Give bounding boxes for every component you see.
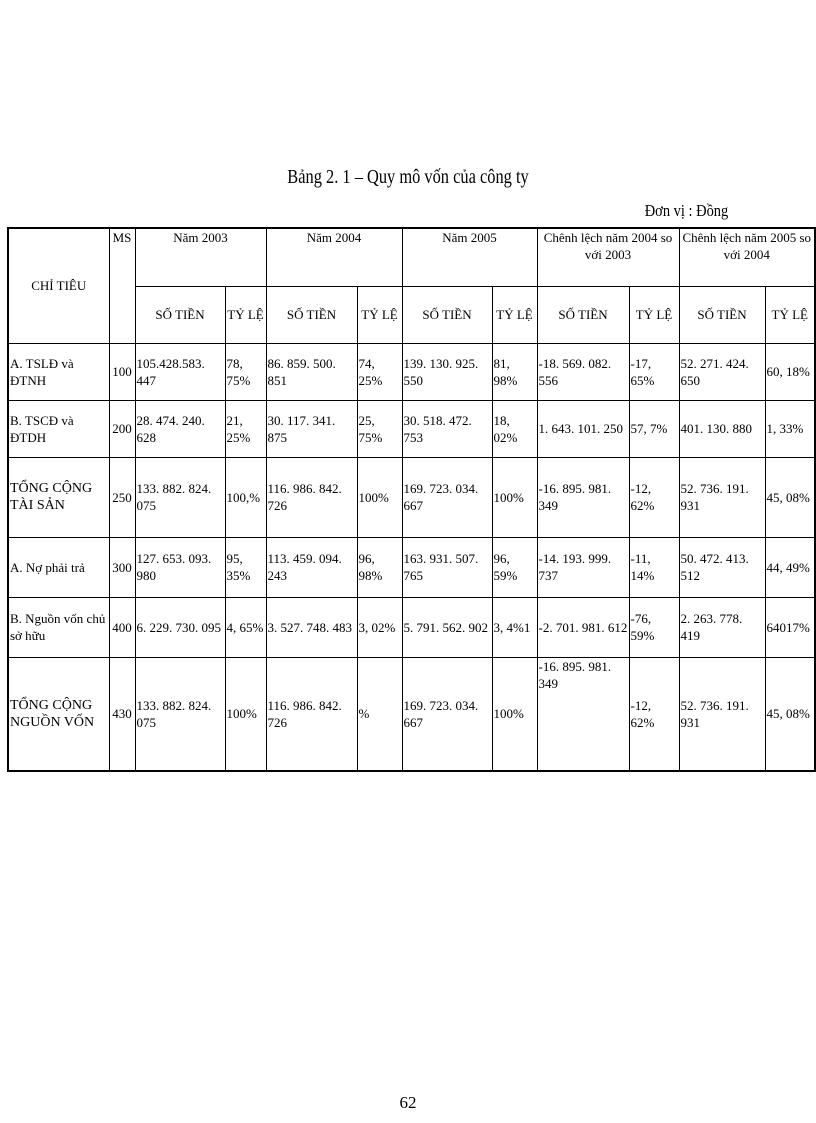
row-ms: 300 xyxy=(109,537,135,597)
cell-ratio-2005: 3, 4%1 xyxy=(492,597,537,657)
header-so-tien: SỐ TIỀN xyxy=(537,286,629,343)
row-label: B. TSCĐ và ĐTDH xyxy=(8,400,109,457)
cell-amount-diff1: -14. 193. 999. 737 xyxy=(537,537,629,597)
page-number: 62 xyxy=(399,1093,417,1112)
table-row xyxy=(8,537,815,597)
cell-amount-2003: 6. 229. 730. 095 xyxy=(135,597,225,657)
cell-amount-2004: 86. 859. 500. 851 xyxy=(266,343,357,400)
cell-ratio-2003: 100,% xyxy=(225,457,266,537)
cell-ratio-2004: 74, 25% xyxy=(357,343,402,400)
cell-ratio-diff2: 64017% xyxy=(765,597,815,657)
header-ty-le: TỶ LỆ xyxy=(357,286,402,343)
header-so-tien: SỐ TIỀN xyxy=(402,286,492,343)
cell-ratio-2005: 18, 02% xyxy=(492,400,537,457)
cell-amount-2003: 127. 653. 093. 980 xyxy=(135,537,225,597)
cell-amount-diff2: 50. 472. 413. 512 xyxy=(679,537,765,597)
cell-amount-2004: 116. 986. 842. 726 xyxy=(266,457,357,537)
header-chi-tieu: CHỈ TIÊU xyxy=(8,228,109,343)
cell-ratio-diff1: -11, 14% xyxy=(629,537,679,597)
row-ms: 100 xyxy=(109,343,135,400)
table-row xyxy=(8,657,815,771)
cell-amount-2004: 3. 527. 748. 483 xyxy=(266,597,357,657)
row-ms: 250 xyxy=(109,457,135,537)
cell-amount-diff1: -16. 895. 981. 349 xyxy=(537,457,629,537)
cell-amount-diff1: -16. 895. 981. 349 xyxy=(537,657,629,771)
header-ty-le: TỶ LỆ xyxy=(629,286,679,343)
row-label: TỔNG CỘNG NGUỒN VỐN xyxy=(8,657,109,771)
cell-amount-diff2: 401. 130. 880 xyxy=(679,400,765,457)
cell-ratio-2005: 100% xyxy=(492,457,537,537)
cell-amount-diff2: 52. 271. 424. 650 xyxy=(679,343,765,400)
cell-ratio-diff1: 57, 7% xyxy=(629,400,679,457)
header-diff-2004-2003: Chênh lệch năm 2004 so với 2003 xyxy=(537,228,679,286)
row-label: B. Nguồn vốn chủ sở hữu xyxy=(8,597,109,657)
cell-ratio-diff2: 45, 08% xyxy=(765,457,815,537)
cell-amount-diff1: -18. 569. 082. 556 xyxy=(537,343,629,400)
header-ty-le: TỶ LỆ xyxy=(492,286,537,343)
table-title: Bảng 2. 1 – Quy mô vốn của công ty xyxy=(287,166,529,188)
header-so-tien: SỐ TIỀN xyxy=(679,286,765,343)
header-year-2005: Năm 2005 xyxy=(402,228,537,286)
header-so-tien: SỐ TIỀN xyxy=(266,286,357,343)
table-row xyxy=(8,343,815,400)
cell-amount-diff2: 52. 736. 191. 931 xyxy=(679,657,765,771)
cell-amount-diff2: 52. 736. 191. 931 xyxy=(679,457,765,537)
header-year-2004: Năm 2004 xyxy=(266,228,402,286)
cell-ratio-2004: 100% xyxy=(357,457,402,537)
cell-amount-diff1: 1. 643. 101. 250 xyxy=(537,400,629,457)
cell-amount-2003: 28. 474. 240. 628 xyxy=(135,400,225,457)
cell-amount-2005: 169. 723. 034. 667 xyxy=(402,457,492,537)
table-row xyxy=(8,457,815,537)
cell-amount-2003: 105.428.583. 447 xyxy=(135,343,225,400)
cell-amount-2005: 163. 931. 507. 765 xyxy=(402,537,492,597)
cell-ratio-2005: 96, 59% xyxy=(492,537,537,597)
cell-amount-2005: 5. 791. 562. 902 xyxy=(402,597,492,657)
cell-ratio-2003: 78, 75% xyxy=(225,343,266,400)
table-row xyxy=(8,597,815,657)
cell-ratio-diff1: -12, 62% xyxy=(629,457,679,537)
cell-ratio-diff2: 1, 33% xyxy=(765,400,815,457)
row-label: A. TSLĐ và ĐTNH xyxy=(8,343,109,400)
header-diff-2005-2004: Chênh lệch năm 2005 so với 2004 xyxy=(679,228,815,286)
cell-amount-2005: 139. 130. 925. 550 xyxy=(402,343,492,400)
cell-ratio-2004: 3, 02% xyxy=(357,597,402,657)
cell-amount-2005: 169. 723. 034. 667 xyxy=(402,657,492,771)
cell-ratio-2003: 100% xyxy=(225,657,266,771)
header-year-2003: Năm 2003 xyxy=(135,228,266,286)
cell-ratio-2004: % xyxy=(357,657,402,771)
cell-ratio-2003: 4, 65% xyxy=(225,597,266,657)
cell-amount-2003: 133. 882. 824. 075 xyxy=(135,457,225,537)
cell-amount-2004: 116. 986. 842. 726 xyxy=(266,657,357,771)
cell-ratio-diff1: -12, 62% xyxy=(629,657,679,771)
cell-ratio-diff2: 44, 49% xyxy=(765,537,815,597)
header-ty-le: TỶ LỆ xyxy=(765,286,815,343)
cell-amount-2003: 133. 882. 824. 075 xyxy=(135,657,225,771)
unit-label: Đơn vị : Đồng xyxy=(644,201,728,220)
row-ms: 400 xyxy=(109,597,135,657)
header-ty-le: TỶ LỆ xyxy=(225,286,266,343)
cell-amount-2005: 30. 518. 472. 753 xyxy=(402,400,492,457)
cell-ratio-2003: 95, 35% xyxy=(225,537,266,597)
cell-ratio-diff2: 45, 08% xyxy=(765,657,815,771)
cell-amount-2004: 30. 117. 341. 875 xyxy=(266,400,357,457)
header-so-tien: SỐ TIỀN xyxy=(135,286,225,343)
cell-amount-2004: 113. 459. 094. 243 xyxy=(266,537,357,597)
table-row xyxy=(8,400,815,457)
row-ms: 200 xyxy=(109,400,135,457)
header-ms: MS xyxy=(109,228,135,343)
cell-ratio-diff1: -76, 59% xyxy=(629,597,679,657)
cell-ratio-diff1: -17, 65% xyxy=(629,343,679,400)
row-label: TỔNG CỘNG TÀI SẢN xyxy=(8,457,109,537)
row-label: A. Nợ phải trả xyxy=(8,537,109,597)
cell-ratio-2004: 25, 75% xyxy=(357,400,402,457)
cell-amount-diff1: -2. 701. 981. 612 xyxy=(537,597,629,657)
cell-ratio-2005: 100% xyxy=(492,657,537,771)
cell-ratio-diff2: 60, 18% xyxy=(765,343,815,400)
cell-ratio-2005: 81, 98% xyxy=(492,343,537,400)
cell-ratio-2003: 21, 25% xyxy=(225,400,266,457)
cell-amount-diff2: 2. 263. 778. 419 xyxy=(679,597,765,657)
row-ms: 430 xyxy=(109,657,135,771)
capital-table xyxy=(7,227,816,772)
cell-ratio-2004: 96, 98% xyxy=(357,537,402,597)
